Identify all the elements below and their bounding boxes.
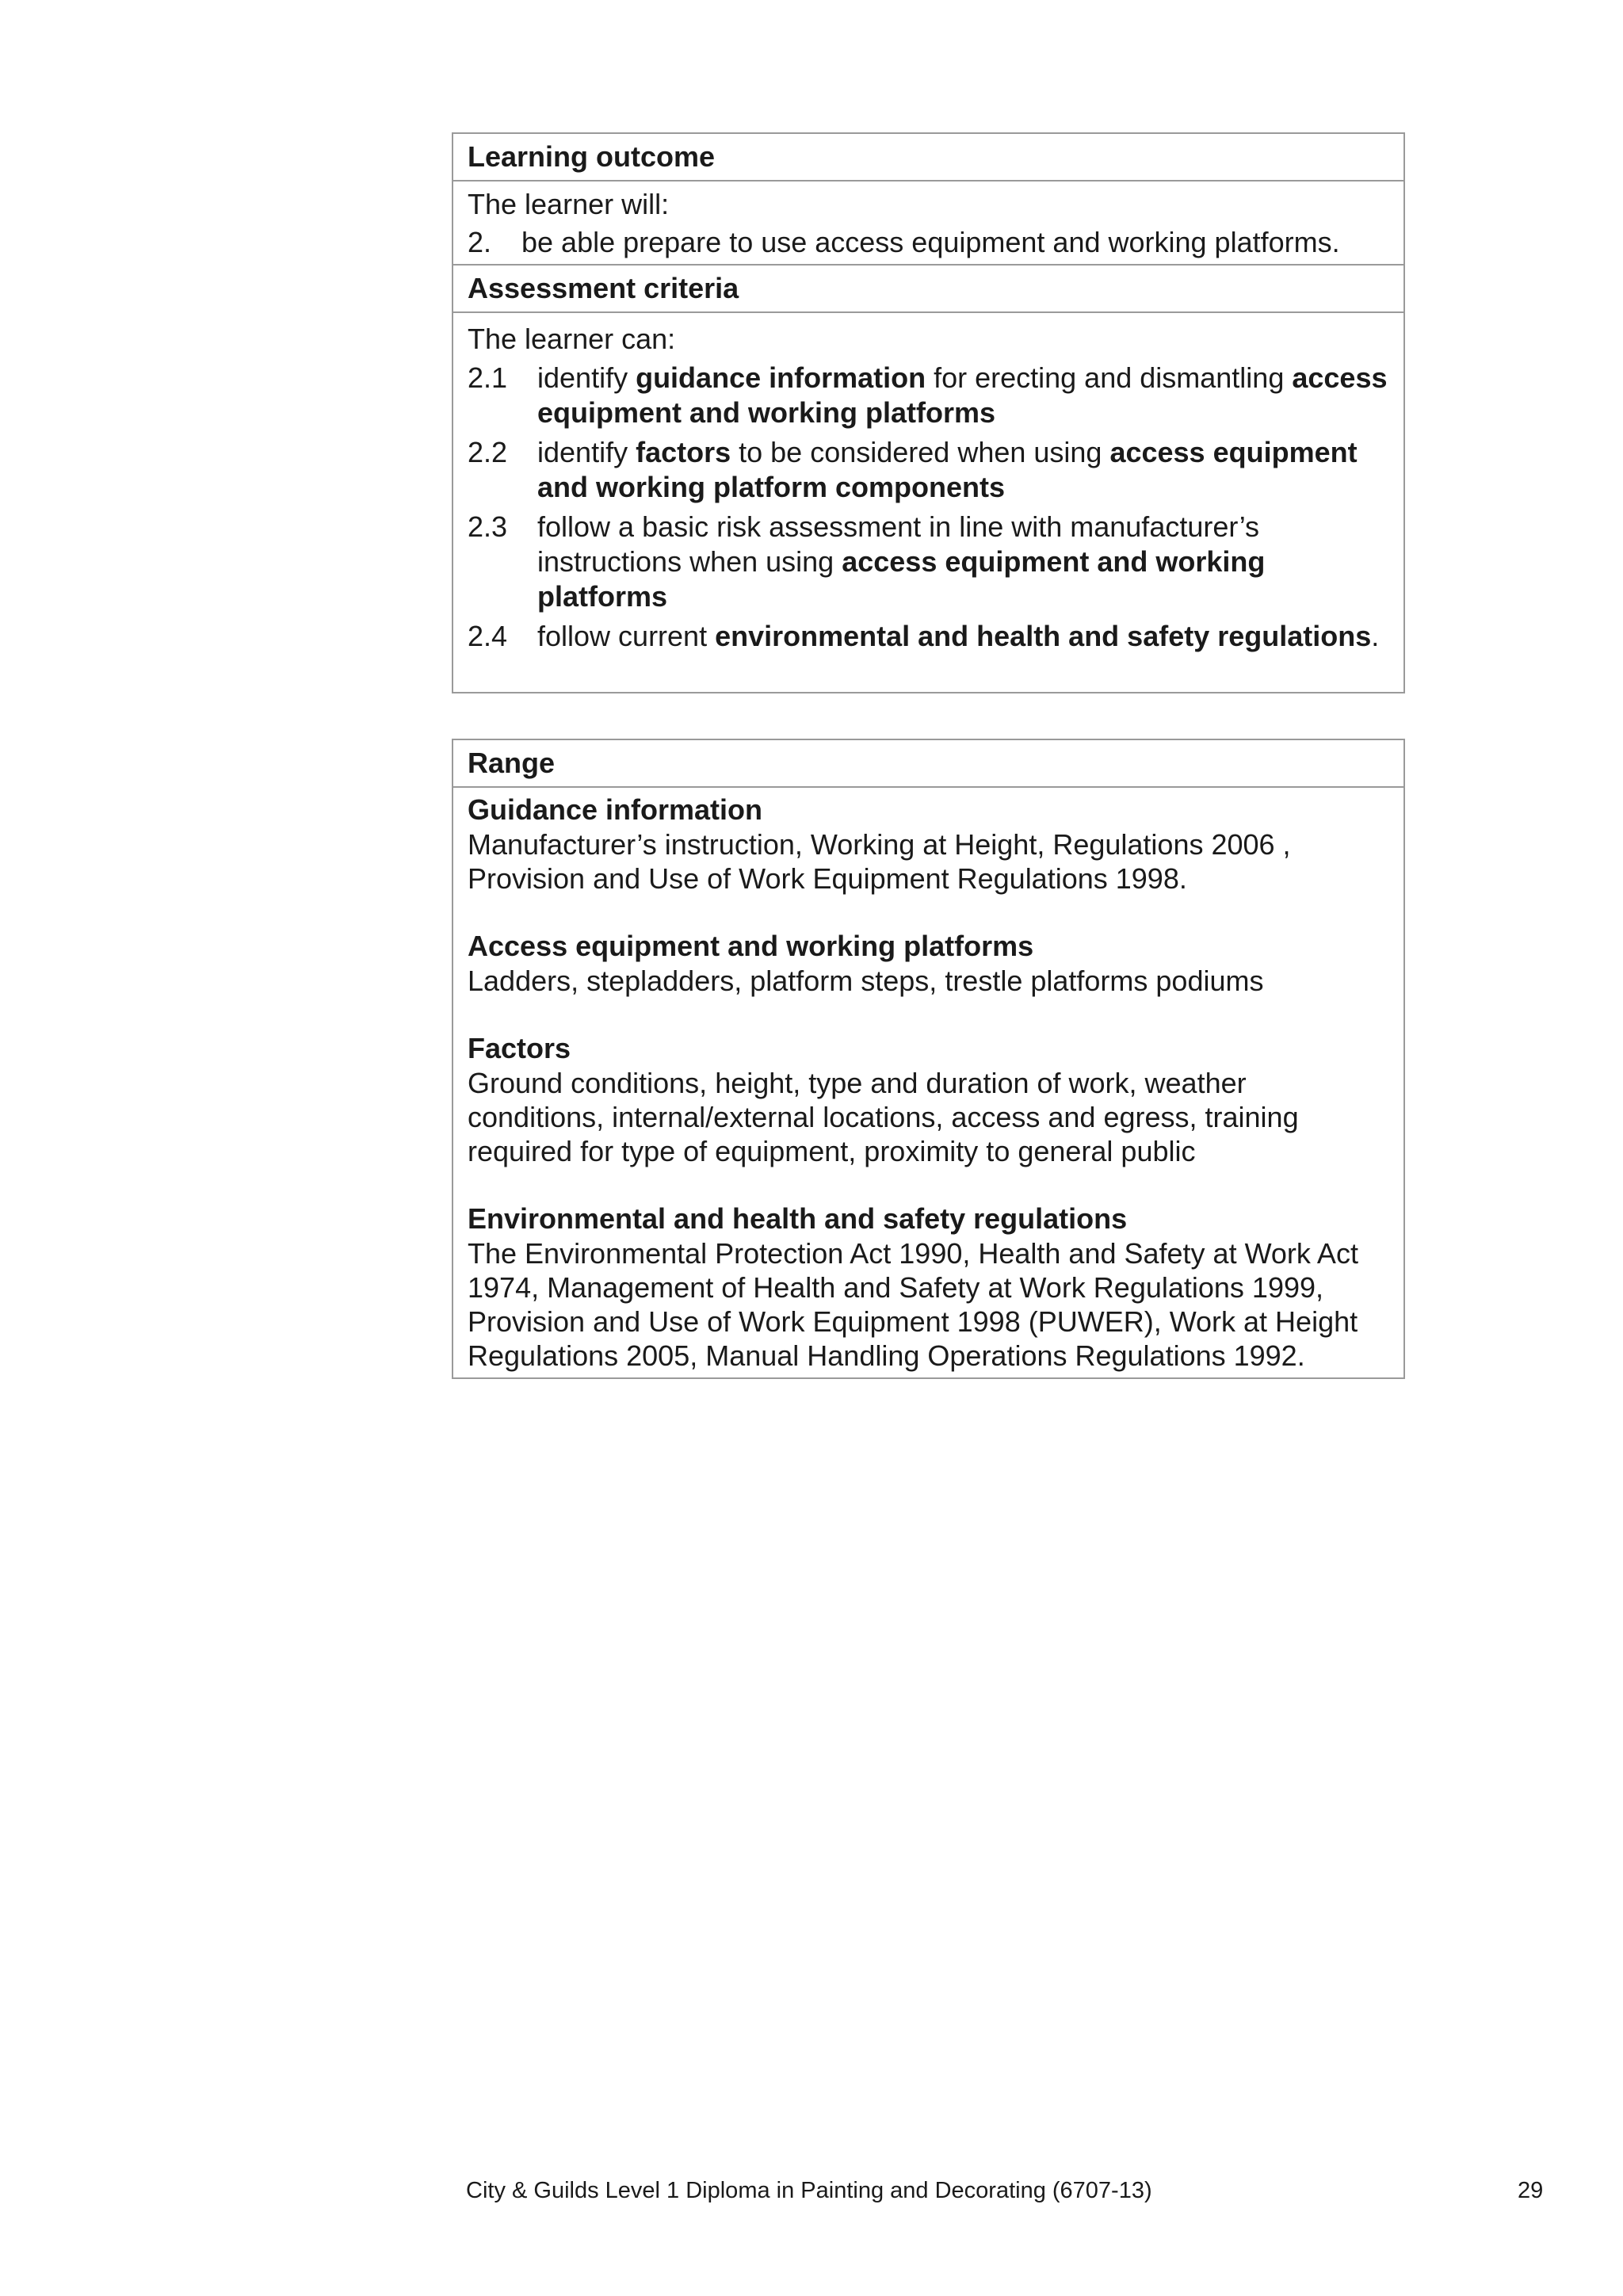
range-block-title: Guidance information: [468, 793, 763, 826]
criterion-key-term: access equipment and working platforms: [537, 361, 1388, 429]
learning-outcome-item-number: 2.: [468, 226, 492, 258]
range-block-title: Environmental and health and safety regulations: [468, 1202, 1128, 1235]
criterion-2-3: [468, 510, 1389, 614]
learning-outcome-heading-text: Learning outcome: [468, 140, 716, 173]
range-body: [453, 788, 1403, 1373]
criterion-text-part: for erecting and dismantling: [926, 361, 1293, 394]
range-block: [468, 929, 1389, 998]
criterion-number: 2.2: [468, 436, 508, 468]
criterion-text-part: follow current: [537, 620, 716, 652]
learning-outcome-item: [468, 223, 1389, 262]
criteria-list: [468, 361, 1389, 654]
learning-outcome-table: [452, 132, 1405, 693]
range-block: [468, 1031, 1389, 1168]
criterion-text-part: identify: [537, 361, 636, 394]
criterion-text-part: to be considered when using: [731, 436, 1110, 468]
criterion-number: 2.4: [468, 620, 508, 652]
page-number: 29: [1518, 2178, 1544, 2203]
range-heading-text: Range: [468, 747, 556, 779]
criterion-number: 2.1: [468, 361, 508, 394]
assessment-criteria-body: [453, 313, 1403, 654]
learning-outcome-item-text: be able prepare to use access equipment and working platforms.: [521, 226, 1340, 258]
range-block-text: The Environmental Protection Act 1990, Health and Safety at Work Act 1974, Management of Health and Safety at Work Regulations 1999, Provision and Use of Work Equipment 1998 (PUWER), Work at Height Regulations 2005, Manual Handling Operations Regulations 1992.: [468, 1237, 1358, 1372]
criterion-text: [537, 510, 1389, 614]
criterion-key-term: access equipment and working platforms: [537, 545, 1266, 613]
assessment-criteria-intro: The learner can:: [468, 323, 676, 355]
criterion-text-part: .: [1371, 620, 1380, 652]
assessment-criteria-heading: [453, 266, 1403, 313]
criterion-key-term: environmental and health and safety regulations: [715, 620, 1372, 652]
footer-title: City & Guilds Level 1 Diploma in Painting and Decorating (6707-13): [466, 2178, 1152, 2203]
assessment-criteria-heading-text: Assessment criteria: [468, 272, 739, 304]
learning-outcome-body: [453, 181, 1403, 266]
range-block-text: Manufacturer’s instruction, Working at Height, Regulations 2006 , Provision and Use of Work Equipment Regulations 1998.: [468, 828, 1291, 895]
criterion-text: [537, 619, 1389, 654]
learning-outcome-heading: [453, 134, 1403, 181]
criterion-key-term: guidance information: [636, 361, 926, 394]
range-block-text: Ground conditions, height, type and duration of work, weather conditions, internal/external locations, access and egress, training required for type of equipment, proximity to general public: [468, 1067, 1299, 1167]
criterion-text: [537, 435, 1389, 505]
range-heading: [453, 740, 1403, 788]
criterion-number: 2.3: [468, 510, 508, 543]
range-table: [452, 739, 1405, 1379]
range-block: [468, 1201, 1389, 1373]
learning-outcome-intro: The learner will:: [468, 188, 670, 220]
criterion-text: [537, 361, 1389, 430]
criterion-2-2: [468, 435, 1389, 505]
range-block-text: Ladders, stepladders, platform steps, trestle platforms podiums: [468, 965, 1264, 997]
criterion-key-term: access equipment and working platform components: [537, 436, 1358, 503]
criterion-text-part: follow a basic risk assessment in line with manufacturer’s instructions when using: [537, 510, 1260, 578]
criterion-text-part: identify: [537, 436, 636, 468]
range-block-title: Factors: [468, 1032, 571, 1064]
criterion-2-4: [468, 619, 1389, 654]
range-block: [468, 793, 1389, 896]
criterion-2-1: [468, 361, 1389, 430]
range-block-title: Access equipment and working platforms: [468, 930, 1034, 962]
criterion-key-term: factors: [636, 436, 731, 468]
